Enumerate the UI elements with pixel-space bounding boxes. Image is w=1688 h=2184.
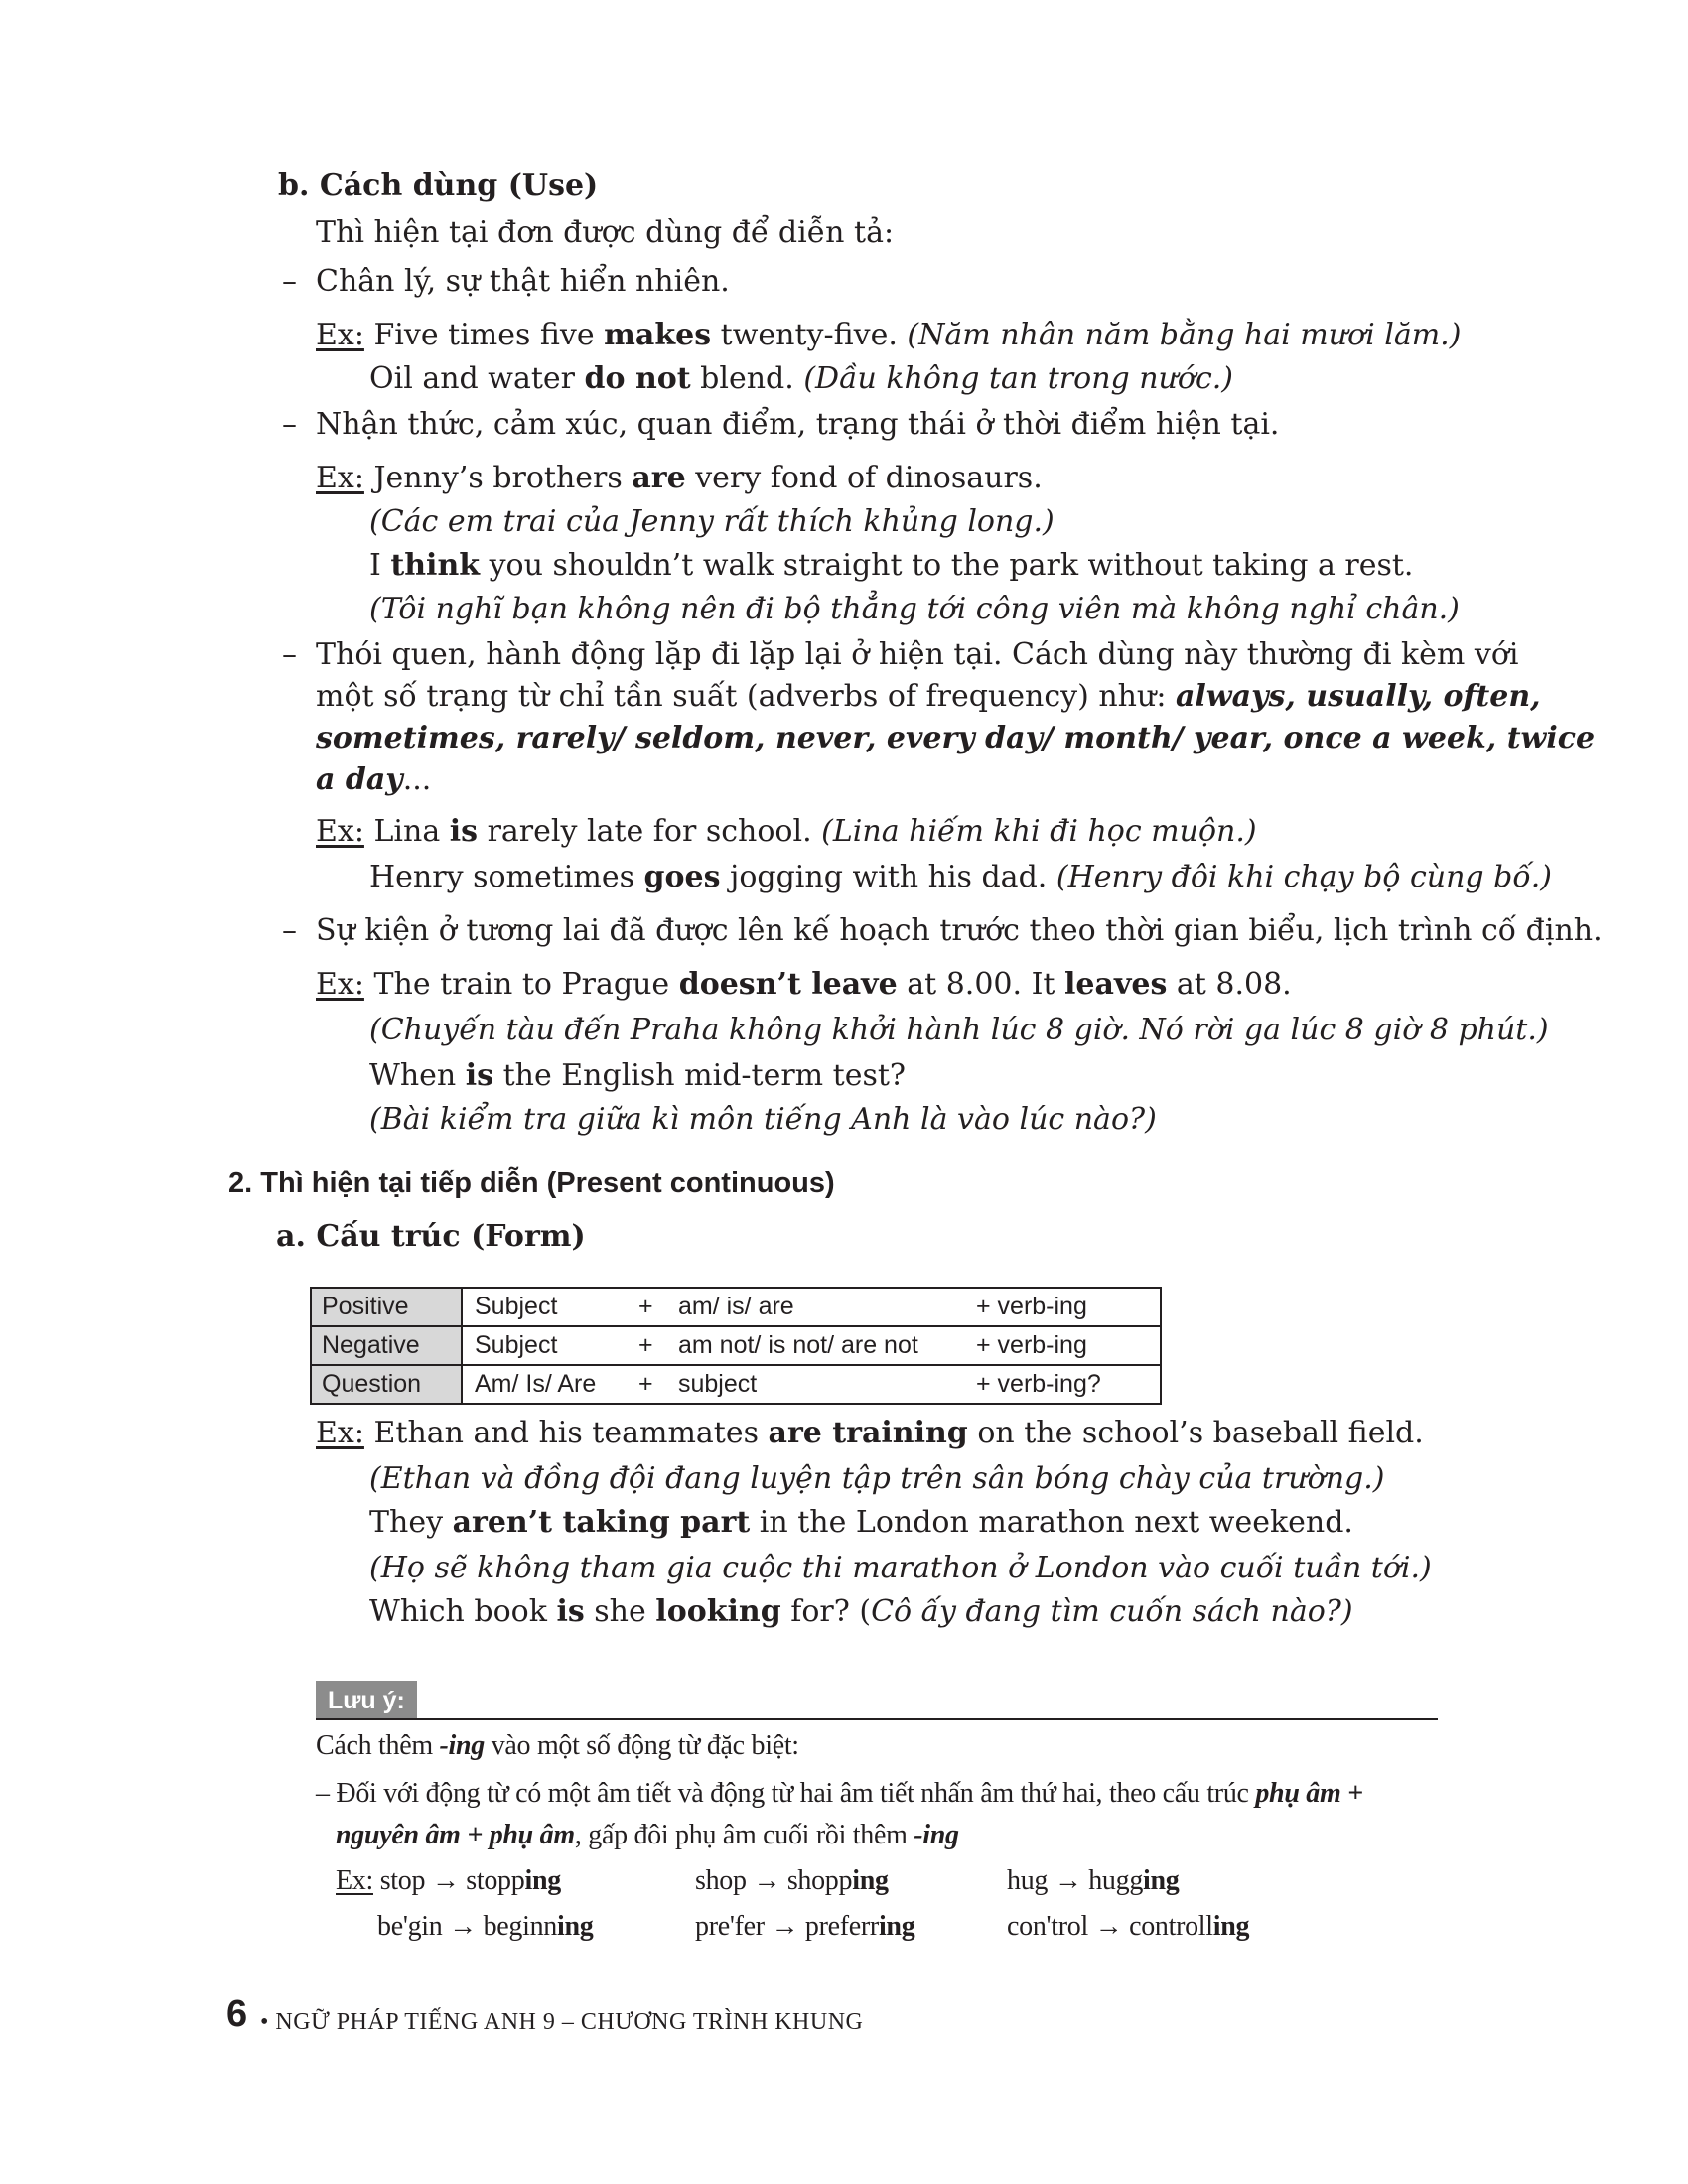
- translation: (Tôi nghĩ bạn không nên đi bộ thẳng tới công viên mà không nghỉ chân.): [369, 592, 1460, 626]
- example-line: Ex: Lina is rarely late for school. (Lina hiếm khi đi học muộn.): [316, 814, 1257, 849]
- use-item-3-line: Thói quen, hành động lặp đi lặp lại ở hiện tại. Cách dùng này thường đi kèm với: [316, 637, 1519, 672]
- note-example: shop → shopping: [695, 1865, 889, 1896]
- use-item-3-line: sometimes, rarely/ seldom, never, every day/ month/ year, once a week, twice: [316, 721, 1596, 755]
- arrow-icon: →: [1094, 1911, 1123, 1942]
- use-item-3-line: a day...: [316, 762, 432, 797]
- ex-label: Ex:: [316, 1416, 364, 1450]
- example-line: Ex: The train to Prague doesn’t leave at 8.00. It leaves at 8.08.: [316, 967, 1292, 1002]
- note-label: Lưu ý:: [316, 1681, 417, 1720]
- arrow-icon: →: [431, 1865, 460, 1896]
- note-divider: [316, 1718, 1438, 1720]
- translation: (Các em trai của Jenny rất thích khủng long.): [369, 504, 1055, 539]
- note-example: con'trol → controlling: [1007, 1911, 1250, 1942]
- page-number: 6: [226, 1993, 248, 2035]
- table-row: [311, 1326, 1161, 1365]
- use-intro: Thì hiện tại đơn được dùng để diễn tả:: [316, 215, 895, 250]
- bullet-dash: –: [282, 913, 297, 948]
- form-heading: a. Cấu trúc (Form): [276, 1219, 586, 1254]
- arrow-icon: →: [1054, 1865, 1082, 1896]
- note-rule: nguyên âm + phụ âm, gấp đôi phụ âm cuối rồi thêm -ing: [336, 1820, 959, 1850]
- use-item-2: Nhận thức, cảm xúc, quan điểm, trạng thái ở thời điểm hiện tại.: [316, 407, 1280, 442]
- bullet-dash: –: [282, 264, 297, 299]
- note-intro: Cách thêm -ing vào một số động từ đặc biệt:: [316, 1730, 799, 1761]
- section-2-heading: 2. Thì hiện tại tiếp diễn (Present continuous): [228, 1167, 835, 1199]
- translation: (Bài kiểm tra giữa kì môn tiếng Anh là vào lúc nào?): [369, 1102, 1157, 1137]
- note-example: pre'fer → preferring: [695, 1911, 915, 1942]
- bullet-dash: –: [282, 407, 297, 442]
- example-line: Henry sometimes goes jogging with his dad. (Henry đôi khi chạy bộ cùng bố.): [369, 860, 1552, 894]
- use-item-4: Sự kiện ở tương lai đã được lên kế hoạch trước theo thời gian biểu, lịch trình cố định.: [316, 913, 1603, 948]
- row-label: Negative: [311, 1326, 462, 1365]
- arrow-icon: →: [771, 1911, 799, 1942]
- table-row: [311, 1365, 1161, 1404]
- row-label: Question: [311, 1365, 462, 1404]
- example-line: They aren’t taking part in the London marathon next weekend.: [369, 1505, 1353, 1540]
- note-example: be'gin → beginning: [377, 1911, 594, 1942]
- row-label: Positive: [311, 1288, 462, 1326]
- row-body: Subject + am not/ is not/ are not + verb-ing: [462, 1326, 1161, 1365]
- example-line: Ex: Jenny’s brothers are very fond of dinosaurs.: [316, 461, 1043, 495]
- note-example: hug → hugging: [1007, 1865, 1180, 1896]
- ex-label: Ex:: [316, 967, 364, 1002]
- table-row: [311, 1288, 1161, 1326]
- translation: (Họ sẽ không tham gia cuộc thi marathon ở London vào cuối tuần tới.): [369, 1551, 1432, 1585]
- arrow-icon: →: [449, 1911, 477, 1942]
- row-body: Subject + am/ is/ are + verb-ing: [462, 1288, 1161, 1326]
- bullet-dash: –: [282, 637, 297, 672]
- arrow-icon: →: [753, 1865, 781, 1896]
- row-body: Am/ Is/ Are + subject + verb-ing?: [462, 1365, 1161, 1404]
- example-line: I think you shouldn’t walk straight to the park without taking a rest.: [369, 548, 1414, 583]
- translation: (Ethan và đồng đội đang luyện tập trên sân bóng chày của trường.): [369, 1461, 1385, 1496]
- note-example: Ex: stop → stopping: [336, 1865, 561, 1896]
- example-line: Ex: Ethan and his teammates are training on the school’s baseball field.: [316, 1416, 1424, 1450]
- ex-label: Ex:: [336, 1865, 373, 1896]
- running-footer: • NGỮ PHÁP TIẾNG ANH 9 – CHƯƠNG TRÌNH KHUNG: [260, 2009, 864, 2035]
- example-line: When is the English mid-term test?: [369, 1058, 907, 1093]
- example-line: Oil and water do not blend. (Dầu không tan trong nước.): [369, 361, 1234, 396]
- use-item-3-line: một số trạng từ chỉ tần suất (adverbs of frequency) như: always, usually, often,: [316, 679, 1541, 714]
- use-item-1: Chân lý, sự thật hiển nhiên.: [316, 264, 730, 299]
- ex-label: Ex:: [316, 461, 364, 495]
- use-heading: b. Cách dùng (Use): [278, 168, 599, 203]
- ex-label: Ex:: [316, 814, 364, 849]
- example-line: Ex: Five times five makes twenty-five. (Năm nhân năm bằng hai mươi lăm.): [316, 318, 1462, 352]
- ex-label: Ex:: [316, 318, 364, 352]
- translation: (Chuyến tàu đến Praha không khởi hành lúc 8 giờ. Nó rời ga lúc 8 giờ 8 phút.): [369, 1013, 1549, 1047]
- note-rule: – Đối với động từ có một âm tiết và động từ hai âm tiết nhấn âm thứ hai, theo cấu trúc phụ âm +: [316, 1778, 1363, 1809]
- form-table: [310, 1287, 1162, 1405]
- example-line: Which book is she looking for? (Cô ấy đang tìm cuốn sách nào?): [369, 1594, 1353, 1629]
